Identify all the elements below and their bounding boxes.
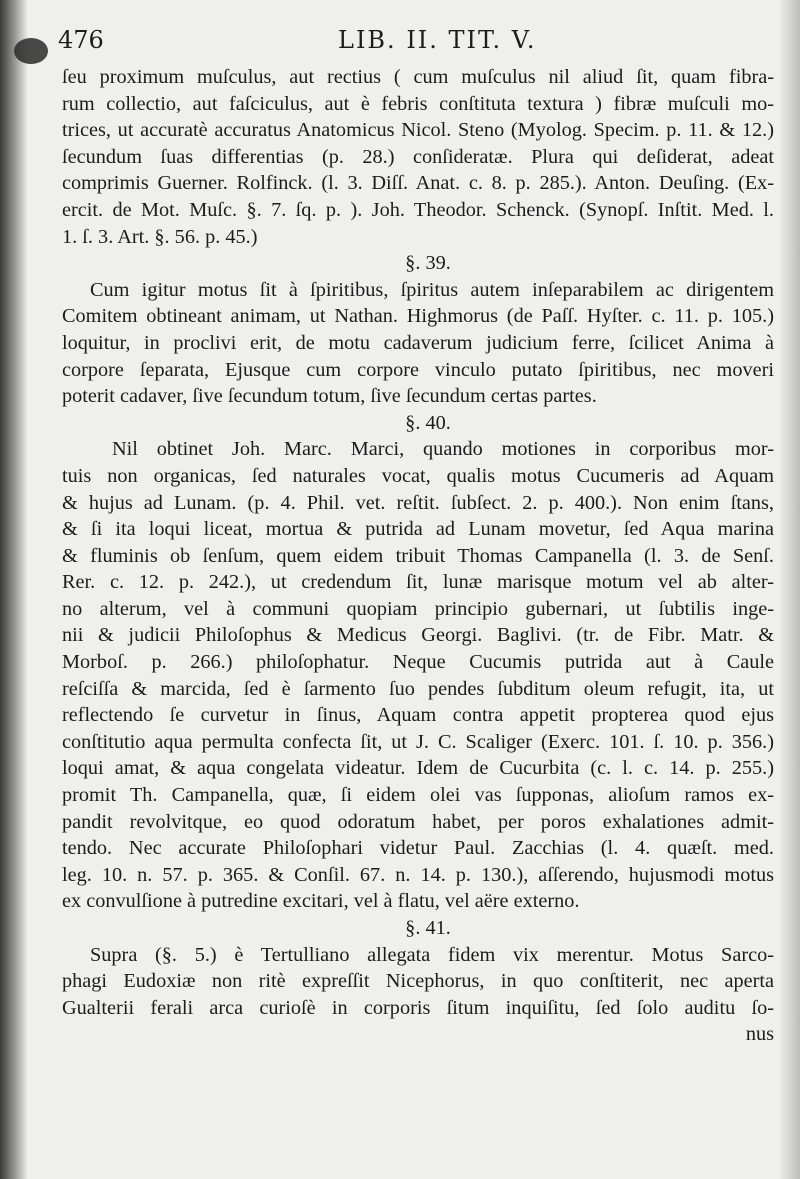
page-header bbox=[58, 26, 778, 58]
text-line: reflectendo ſe curvetur in ſinus, Aquam contra appetit propterea quod ejus bbox=[62, 704, 774, 727]
text-line: ſecundum ſuas differentias (p. 28.) conſideratæ. Plura qui deſiderat, adeat bbox=[62, 145, 774, 168]
section-heading: §. 39. bbox=[405, 252, 451, 275]
text-line: Nil obtinet Joh. Marc. Marci, quando motiones in corporibus mor- bbox=[112, 438, 774, 461]
text-line: phagi Eudoxiæ non ritè expreſſit Nicephorus, in quo conſtiterit, nec aperta bbox=[62, 970, 774, 993]
text-line: ex convulſione à putredine excitari, vel à flatu, vel aëre externo. bbox=[62, 890, 580, 913]
text-line: nii & judicii Philoſophus & Medicus Georgi. Baglivi. (tr. de Fibr. Matr. & bbox=[62, 624, 774, 647]
text-line: corpore ſeparata, Ejusque cum corpore vinculo putato ſpiritibus, nec moveri bbox=[62, 358, 774, 381]
text-line: Cum igitur motus ſit à ſpiritibus, ſpiritus autem inſeparabilem ac dirigentem bbox=[90, 278, 774, 301]
text-line: Supra (§. 5.) è Tertulliano allegata fidem vix merentur. Motus Sarco- bbox=[90, 943, 774, 966]
section-heading: §. 41. bbox=[405, 917, 451, 939]
text-line: poterit cadaver, ſive ſecundum totum, ſive ſecundum certas partes. bbox=[62, 385, 597, 408]
running-title: LIB. II. TIT. V. bbox=[338, 26, 537, 54]
text-line: tendo. Nec accurate Philoſophari videtur Paul. Zacchias (l. 4. quæſt. med. bbox=[62, 837, 774, 860]
text-line: & fluminis ob ſenſum, quem eidem tribuit Thomas Campanella (l. 3. de Senſ. bbox=[62, 544, 774, 567]
text-line: reſciſſa & marcida, ſed è ſarmento ſuo pendes ſubditum oleum refugit, ita, ut bbox=[62, 677, 774, 700]
text-line: Comitem obtineant animam, ut Nathan. Highmorus (de Paſſ. Hyſter. c. 11. p. 105.) bbox=[62, 305, 774, 328]
text-line: Rer. c. 12. p. 242.), ut credendum ſit, lunæ marisque motum vel ab alter- bbox=[62, 571, 774, 594]
text-line: comprimis Guerner. Rolfinck. (l. 3. Diſſ. Anat. c. 8. p. 285.). Anton. Deuſing. (Ex- bbox=[62, 172, 774, 195]
catchword: nus bbox=[745, 1023, 774, 1046]
text-line: & hujus ad Lunam. (p. 4. Phil. vet. reſtit. ſubſect. 2. p. 400.). Non enim ſtans, bbox=[62, 491, 774, 514]
section-heading: §. 40. bbox=[405, 411, 451, 434]
text-line: Gualterii ferali arca curioſè in corporis ſitum inquiſitu, ſed ſolo auditu ſo- bbox=[62, 996, 774, 1019]
text-line: & ſi ita loqui liceat, mortua & putrida ad Lunam movetur, ſed Aqua marina bbox=[62, 518, 774, 541]
text-line: 1. ſ. 3. Art. §. 56. p. 45.) bbox=[62, 225, 258, 248]
text-line: promit Th. Campanella, quæ, ſi eidem olei vas ſupponas, alioſum ramos ex- bbox=[62, 784, 774, 807]
body-text bbox=[62, 64, 774, 1048]
text-line: no alterum, vel à communi quopiam principio gubernari, ut ſubtilis inge- bbox=[62, 597, 774, 620]
text-line: leg. 10. n. 57. p. 365. & Conſil. 67. n. 14. p. 130.), aſſerendo, hujusmodi motus bbox=[62, 863, 774, 886]
text-line: Morboſ. p. 266.) philoſophatur. Neque Cucumis putrida aut à Caule bbox=[62, 651, 774, 674]
ink-blot bbox=[14, 38, 48, 64]
text-line: ſeu proximum muſculus, aut rectius ( cum muſculus nil aliud ſit, quam fibra- bbox=[62, 66, 774, 88]
text-line: ercit. de Mot. Muſc. §. 7. ſq. p. ). Joh. Theodor. Schenck. (Synopſ. Inſtit. Med. l. bbox=[62, 198, 774, 221]
text-line: pandit revolvitque, eo quod odoratum habet, per poros exhalationes admit- bbox=[62, 810, 774, 833]
text-line: conſtitutio aqua permulta confecta ſit, ut J. C. Scaliger (Exerc. 101. ſ. 10. p. 356.) bbox=[62, 730, 774, 753]
text-line: loquitur, in proclivi erit, de motu cadaverum judicium ferre, ſcilicet Anima à bbox=[62, 331, 774, 354]
text-line: loqui amat, & aqua congelata videatur. Idem de Cucurbita (c. l. c. 14. p. 255.) bbox=[62, 757, 774, 780]
text-line: rum collectio, aut faſciculus, aut è febris conſtituta textura ) fibræ muſculi mo- bbox=[62, 92, 774, 115]
page-number: 476 bbox=[58, 26, 104, 54]
text-line: tuis non organicas, ſed naturales vocat, qualis motus Cucumeris ad Aquam bbox=[62, 464, 774, 487]
text-line: trices, ut accuratè accuratus Anatomicus Nicol. Steno (Myolog. Specim. p. 11. & 12.) bbox=[62, 119, 774, 142]
